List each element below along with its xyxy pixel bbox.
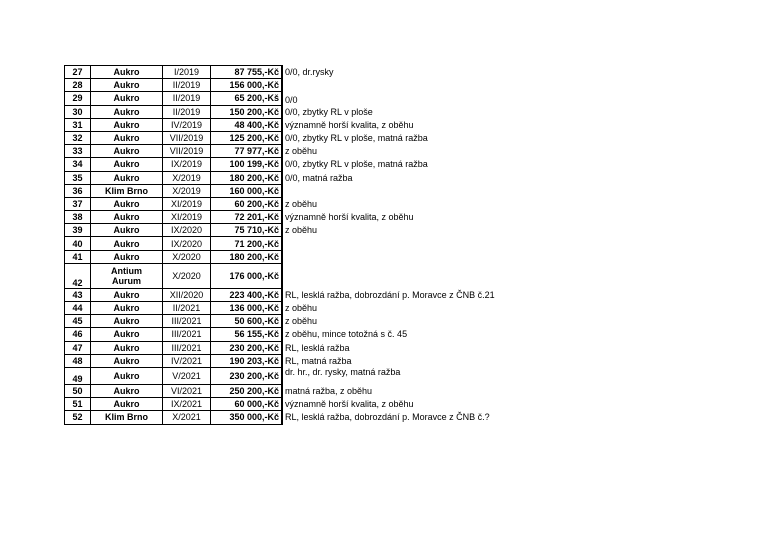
table-row [65, 263, 558, 288]
condition-note: z oběhu [285, 303, 318, 314]
row-number: 42 [65, 263, 91, 288]
sale-date: X/2019 [163, 171, 211, 184]
sale-price: 71 200,-Kč [211, 237, 283, 250]
sale-date: II/2019 [163, 92, 211, 105]
row-number: 40 [65, 237, 91, 250]
sale-price: 160 000,-Kč [211, 184, 283, 197]
sale-price: 156 000,-Kč [211, 79, 283, 92]
sale-date: II/2019 [163, 105, 211, 118]
auction-house: Aukro [91, 250, 163, 263]
sale-price: 230 200,-Kč [211, 341, 283, 354]
table-row [65, 158, 558, 171]
sale-price: 48 400,-Kč [211, 118, 283, 131]
sale-date: X/2020 [163, 250, 211, 263]
table-row [65, 341, 558, 354]
sale-date: XII/2020 [163, 288, 211, 301]
sale-price: 190 203,-Kč [211, 354, 283, 367]
sale-date: IX/2021 [163, 398, 211, 411]
sale-price: 72 201,-Kč [211, 211, 283, 224]
table-row [65, 302, 558, 315]
row-number: 46 [65, 328, 91, 341]
sale-price: 56 155,-Kč [211, 328, 283, 341]
sale-date: VII/2019 [163, 131, 211, 144]
sale-price: 87 755,-Kč [211, 66, 283, 79]
sale-price: 60 000,-Kč [211, 398, 283, 411]
table-row [65, 171, 558, 184]
sale-price: 136 000,-Kč [211, 302, 283, 315]
row-number: 33 [65, 145, 91, 158]
table-row [65, 224, 558, 237]
auction-house: Aukro [91, 131, 163, 144]
sale-date: III/2021 [163, 328, 211, 341]
sale-price: 50 600,-Kč [211, 315, 283, 328]
table-row [65, 398, 558, 411]
sale-price: 100 199,-Kč [211, 158, 283, 171]
sale-price: 65 200,-Kš [211, 92, 283, 105]
condition-note [282, 184, 558, 197]
condition-note: významně horší kvalita, z oběhu [285, 399, 414, 410]
sale-date: VII/2019 [163, 145, 211, 158]
auction-house: Aukro [91, 354, 163, 367]
row-number: 38 [65, 211, 91, 224]
auction-house: Aukro [91, 384, 163, 397]
auction-house: Aukro [91, 367, 163, 384]
sale-date: III/2021 [163, 315, 211, 328]
condition-note: RL, lesklá ražba, dobrozdání p. Moravce z ČNB č.21 [285, 289, 495, 300]
condition-note: významně horší kvalita, z oběhu [285, 212, 414, 223]
row-number: 41 [65, 250, 91, 263]
condition-note: dr. hr., dr. rysky, matná ražba [285, 367, 401, 378]
condition-note: 0/0, zbytky RL v ploše [285, 106, 373, 117]
condition-note [282, 250, 558, 263]
table-row [65, 367, 558, 384]
auction-house: Aukro [91, 315, 163, 328]
row-number: 49 [65, 367, 91, 384]
sale-price: 150 200,-Kč [211, 105, 283, 118]
auction-house [91, 263, 163, 288]
row-number: 29 [65, 92, 91, 105]
auction-house: Aukro [91, 171, 163, 184]
row-number: 35 [65, 171, 91, 184]
condition-note [282, 237, 558, 250]
sale-date: IV/2021 [163, 354, 211, 367]
auction-house: Aukro [91, 341, 163, 354]
auction-house: Klim Brno [91, 411, 163, 424]
table-row [65, 328, 558, 341]
table-row [65, 354, 558, 367]
table-row [65, 79, 558, 92]
condition-note: RL, lesklá ražba [285, 342, 350, 353]
sale-price: 75 710,-Kč [211, 224, 283, 237]
condition-note: z oběhu [285, 198, 318, 209]
auction-house: Aukro [91, 288, 163, 301]
sale-date: X/2019 [163, 184, 211, 197]
condition-note: z oběhu [285, 146, 318, 157]
row-number: 48 [65, 354, 91, 367]
row-number: 50 [65, 384, 91, 397]
auction-house-line: Aurum [112, 275, 141, 286]
auction-house: Aukro [91, 118, 163, 131]
row-number: 44 [65, 302, 91, 315]
row-number: 37 [65, 197, 91, 210]
row-number: 32 [65, 131, 91, 144]
sale-price: 223 400,-Kč [211, 288, 283, 301]
row-number: 45 [65, 315, 91, 328]
condition-note: 0/0, dr.rysky [285, 67, 334, 78]
sale-date: XI/2019 [163, 211, 211, 224]
sale-date: IX/2019 [163, 158, 211, 171]
row-number: 28 [65, 79, 91, 92]
sale-price: 250 200,-Kč [211, 384, 283, 397]
auction-house-line: Antium [111, 265, 142, 276]
table-row [65, 197, 558, 210]
auction-results-table [64, 65, 558, 425]
table-row [65, 118, 558, 131]
condition-note: z oběhu [285, 225, 318, 236]
sale-price: 180 200,-Kč [211, 171, 283, 184]
row-number: 27 [65, 66, 91, 79]
auction-house: Aukro [91, 398, 163, 411]
row-number: 47 [65, 341, 91, 354]
condition-note: z oběhu [285, 316, 318, 327]
auction-house: Aukro [91, 197, 163, 210]
auction-house: Aukro [91, 224, 163, 237]
sale-price: 230 200,-Kč [211, 367, 283, 384]
auction-house: Aukro [91, 158, 163, 171]
auction-house: Aukro [91, 92, 163, 105]
auction-house: Aukro [91, 328, 163, 341]
row-number: 36 [65, 184, 91, 197]
condition-note: 0/0 [285, 95, 298, 106]
condition-note: 0/0, zbytky RL v ploše, matná ražba [285, 159, 428, 170]
row-number: 30 [65, 105, 91, 118]
sale-price: 350 000,-Kč [211, 411, 283, 424]
table-row [65, 250, 558, 263]
sale-date: III/2021 [163, 341, 211, 354]
sale-date: X/2020 [163, 263, 211, 288]
auction-house: Aukro [91, 211, 163, 224]
auction-house: Aukro [91, 105, 163, 118]
table-row [65, 288, 558, 301]
sale-price: 176 000,-Kč [211, 263, 283, 288]
table-row [65, 315, 558, 328]
auction-house: Aukro [91, 145, 163, 158]
table-row [65, 384, 558, 397]
table-row [65, 411, 558, 424]
sale-date: II/2021 [163, 302, 211, 315]
row-number: 43 [65, 288, 91, 301]
sale-date: IX/2020 [163, 224, 211, 237]
sale-date: V/2021 [163, 367, 211, 384]
condition-note: významně horší kvalita, z oběhu [285, 119, 414, 130]
auction-house: Aukro [91, 237, 163, 250]
condition-note [282, 79, 558, 92]
condition-note: matná ražba, z oběhu [285, 386, 373, 397]
auction-house: Aukro [91, 302, 163, 315]
table-row [65, 66, 558, 79]
condition-note [282, 263, 558, 288]
row-number: 34 [65, 158, 91, 171]
row-number: 39 [65, 224, 91, 237]
table-row [65, 211, 558, 224]
row-number: 31 [65, 118, 91, 131]
auction-house: Aukro [91, 66, 163, 79]
sale-date: IX/2020 [163, 237, 211, 250]
sale-price: 77 977,-Kč [211, 145, 283, 158]
row-number: 51 [65, 398, 91, 411]
sale-price: 125 200,-Kč [211, 131, 283, 144]
sale-date: I/2019 [163, 66, 211, 79]
table-row [65, 237, 558, 250]
condition-note: RL, lesklá ražba, dobrozdání p. Moravce z ČNB č.? [285, 412, 490, 423]
condition-note: RL, matná ražba [285, 355, 352, 366]
table-row [65, 184, 558, 197]
row-number: 52 [65, 411, 91, 424]
table-row [65, 92, 558, 105]
sale-date: IV/2019 [163, 118, 211, 131]
sale-price: 180 200,-Kč [211, 250, 283, 263]
table-row [65, 131, 558, 144]
table-row [65, 105, 558, 118]
auction-house: Aukro [91, 79, 163, 92]
condition-note: z oběhu, mince totožná s č. 45 [285, 329, 408, 340]
sale-date: XI/2019 [163, 197, 211, 210]
sale-date: VI/2021 [163, 384, 211, 397]
auction-house: Klim Brno [91, 184, 163, 197]
sale-price: 60 200,-Kč [211, 197, 283, 210]
condition-note: 0/0, zbytky RL v ploše, matná ražba [285, 133, 428, 144]
sale-date: X/2021 [163, 411, 211, 424]
table-row [65, 145, 558, 158]
condition-note: 0/0, matná ražba [285, 172, 353, 183]
sale-date: II/2019 [163, 79, 211, 92]
